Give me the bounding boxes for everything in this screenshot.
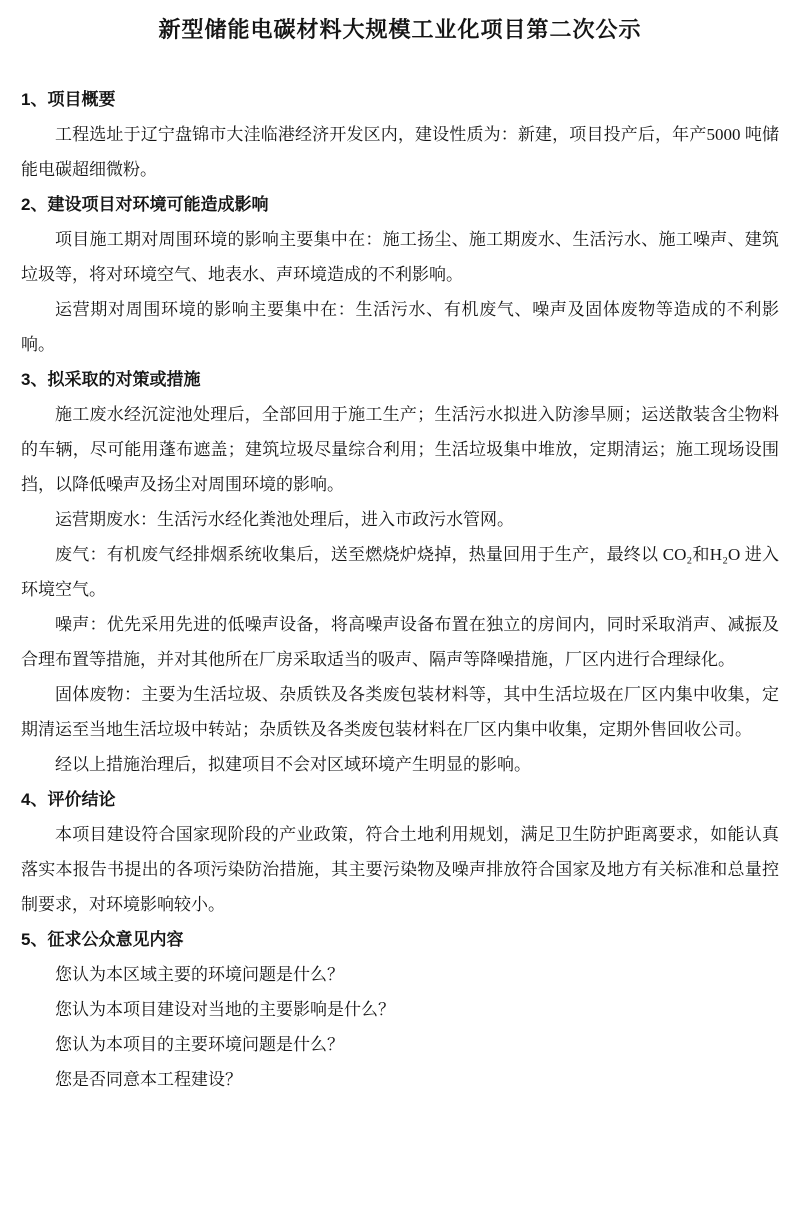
document-title: 新型储能电碳材料大规模工业化项目第二次公示 <box>158 17 642 42</box>
question-local-impact: 您认为本项目建设对当地的主要影响是什么？ <box>55 1000 395 1019</box>
paragraph-solid-waste-measures: 固体废物：主要为生活垃圾、杂质铁及各类废包装材料等，其中生活垃圾在厂区内集中收集，定期清运至当地生活垃圾中转站；杂质铁及各类废包装材料在厂区内集中收集，定期外售回收公司。 <box>21 685 779 739</box>
section-heading-evaluation-conclusion: 4、评价结论 <box>21 790 116 809</box>
question-project-environment: 您认为本项目的主要环境问题是什么？ <box>55 1035 344 1054</box>
paragraph-evaluation-conclusion: 本项目建设符合国家现阶段的产业政策，符合土地利用规划，满足卫生防护距离要求，如能认真落实本报告书提出的各项污染防治措施，其主要污染物及噪声排放符合国家及地方有关标准和总量控制要求，对环境影响较小。 <box>21 825 779 914</box>
paragraph-project-overview: 工程选址于辽宁盘锦市大洼临港经济开发区内，建设性质为：新建，项目投产后，年产5000 吨储能电碳超细微粉。 <box>21 125 779 179</box>
section-heading-public-opinion: 5、征求公众意见内容 <box>21 930 184 949</box>
question-agree-construction: 您是否同意本工程建设？ <box>55 1070 242 1089</box>
paragraph-noise-measures: 噪声：优先采用先进的低噪声设备，将高噪声设备布置在独立的房间内，同时采取消声、减振及合理布置等措施，并对其他所在厂房采取适当的吸声、隔声等降噪措施，厂区内进行合理绿化。 <box>21 615 779 669</box>
paragraph-construction-measures: 施工废水经沉淀池处理后，全部回用于施工生产；生活污水拟进入防渗旱厕；运送散装含尘物料的车辆，尽可能用蓬布遮盖；建筑垃圾尽量综合利用；生活垃圾集中堆放，定期清运；施工现场设围挡，以降低噪声及扬尘对周围环境的影响。 <box>21 405 779 494</box>
section-heading-environmental-impact: 2、建设项目对环境可能造成影响 <box>21 195 269 214</box>
paragraph-exhaust-gas-measures: 废气：有机废气经排烟系统收集后，送至燃烧炉烧掉，热量回用于生产，最终以 CO₂和H₂O 进入环境空气。 <box>21 545 779 599</box>
paragraph-operation-impact: 运营期对周围环境的影响主要集中在：生活污水、有机废气、噪声及固体废物等造成的不利影响。 <box>21 300 779 354</box>
paragraph-construction-impact: 项目施工期对周围环境的影响主要集中在：施工扬尘、施工期废水、生活污水、施工噪声、建筑垃圾等，将对环境空气、地表水、声环境造成的不利影响。 <box>21 230 779 284</box>
section-heading-countermeasures: 3、拟采取的对策或措施 <box>21 370 201 389</box>
paragraph-measures-conclusion: 经以上措施治理后，拟建项目不会对区域环境产生明显的影响。 <box>55 755 531 774</box>
question-regional-environment: 您认为本区域主要的环境问题是什么？ <box>55 965 344 984</box>
paragraph-wastewater-measures: 运营期废水：生活污水经化粪池处理后，进入市政污水管网。 <box>55 510 514 529</box>
section-heading-project-overview: 1、项目概要 <box>21 90 116 109</box>
